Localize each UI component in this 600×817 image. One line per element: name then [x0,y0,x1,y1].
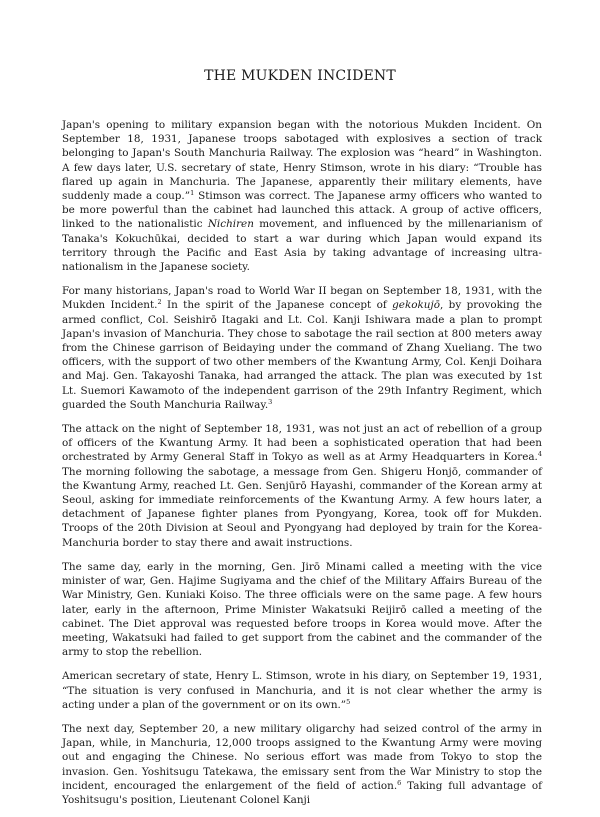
paragraph [62,560,542,659]
paragraph-text: Stimson was correct. The Japanese army officers who wanted to be more powerful than the cabinet had launched this attack. A group of active officers, linked to the nationalistic [62,190,542,231]
paragraph-text: For many historians, Japan's road to World War II began on September 18, 1931, with the Mukden Incident. [62,285,542,312]
paragraph-text: Taking full advantage of Yoshitsugu's position, Lieutenant Colonel Kanji [62,779,542,806]
paragraph-text: The attack on the night of September 18, 1931, was not just an act of rebellion of a group of officers of the Kwantung Army. It had been a sophisticated operation that had been orchestrated by Army General Staff in Tokyo as well as at Army Headquarters in Korea. [62,423,542,464]
footnote-marker: 5 [346,697,351,706]
document-body [62,118,542,817]
italic-term: Nichiren [207,218,254,231]
paragraph-text: Japan's opening to military expansion began with the notorious Mukden Incident. On September 18, 1931, Japanese troops sabotaged with explosives a section of track belonging to Japan's South Manchuria Railway. The explosion was “heard” in Washington. A few days later, U.S. secretary of state, Henry Stimson, wrote in his diary: “Trouble has flared up again in Manchuria. The Japanese, apparently their military elements, have suddenly made a coup.” [62,119,542,203]
italic-term: gekokujō [392,299,440,312]
paragraph [62,422,542,550]
paragraph [62,722,542,807]
paragraph [62,284,542,412]
footnote-marker: 1 [190,189,195,198]
footnote-marker: 2 [157,298,162,307]
page-title: THE MUKDEN INCIDENT [204,68,396,84]
footnote-marker: 4 [537,450,542,459]
paragraph-text: movement, and influenced by the millenarianism of Tanaka's Kokuchūkai, decided to start a war during which Japan would expand its territory through the Pacific and East Asia by taking advantage of increasing ultra-nationalism in the Japanese society. [62,218,542,274]
paragraph-text: The morning following the sabotage, a message from Gen. Shigeru Honjō, commander of the Kwantung Army, reached Lt. Gen. Senjūrō Hayashi, commander of the Korean army at Seoul, asking for immediate reinforcements of the Kwantung Army. A few hours later, a detachment of Japanese fighter planes from Pyongyang, Korea, took off for Mukden. Troops of the 20th Division at Seoul and Pyongyang had deployed by train for the Korea-Manchuria border to stay there and await instructions. [62,465,542,549]
paragraph-text: In the spirit of the Japanese concept of [161,299,393,312]
paragraph-text: The next day, September 20, a new military oligarchy had seized control of the army in Japan, while, in Manchuria, 12,000 troops assigned to the Kwantung Army were moving out and engaging the Chinese. No serious effort was made from Tokyo to stop the invasion. Gen. Yoshitsugu Tatekawa, the emissary sent from the War Ministry to stop the incident, encouraged the enlargement of the field of action. [62,722,542,792]
footnote-marker: 3 [268,397,273,406]
footnote-marker: 6 [397,778,402,787]
paragraph-text: American secretary of state, Henry L. Stimson, wrote in his diary, on September 19, 1931, “The situation is very confused in Manchuria, and it is not clear whether the army is acting under a plan of the government or on its own.” [62,670,542,711]
paragraph [62,669,542,712]
paragraph [62,118,542,274]
paragraph-text: , by provoking the armed conflict, Col. Seishirō Itagaki and Lt. Col. Kanji Ishiwara made a plan to prompt Japan's invasion of Manchuria. They chose to sabotage the rail section at 800 meters away from the Chinese garrison of Beidaying under the command of Zhang Xueliang. The two officers, with the support of two other members of the Kwantung Army, Col. Kenji Doihara and Maj. Gen. Takayoshi Tanaka, had arranged the attack. The plan was executed by 1st Lt. Suemori Kawamoto of the independent garrison of the 29th Infantry Regiment, which guarded the South Manchuria Railway. [62,299,542,411]
paragraph-text: The same day, early in the morning, Gen. Jirō Minami called a meeting with the vice minister of war, Gen. Hajime Sugiyama and the chief of the Military Affairs Bureau of the War Ministry, Gen. Kuniaki Koiso. The three officials were on the same page. A few hours later, early in the afternoon, Prime Minister Wakatsuki Reijirō called a meeting of the cabinet. The Diet approval was requested before troops in Korea would move. After the meeting, Wakatsuki had failed to get support from the cabinet and the commander of the army to stop the rebellion. [62,560,542,659]
